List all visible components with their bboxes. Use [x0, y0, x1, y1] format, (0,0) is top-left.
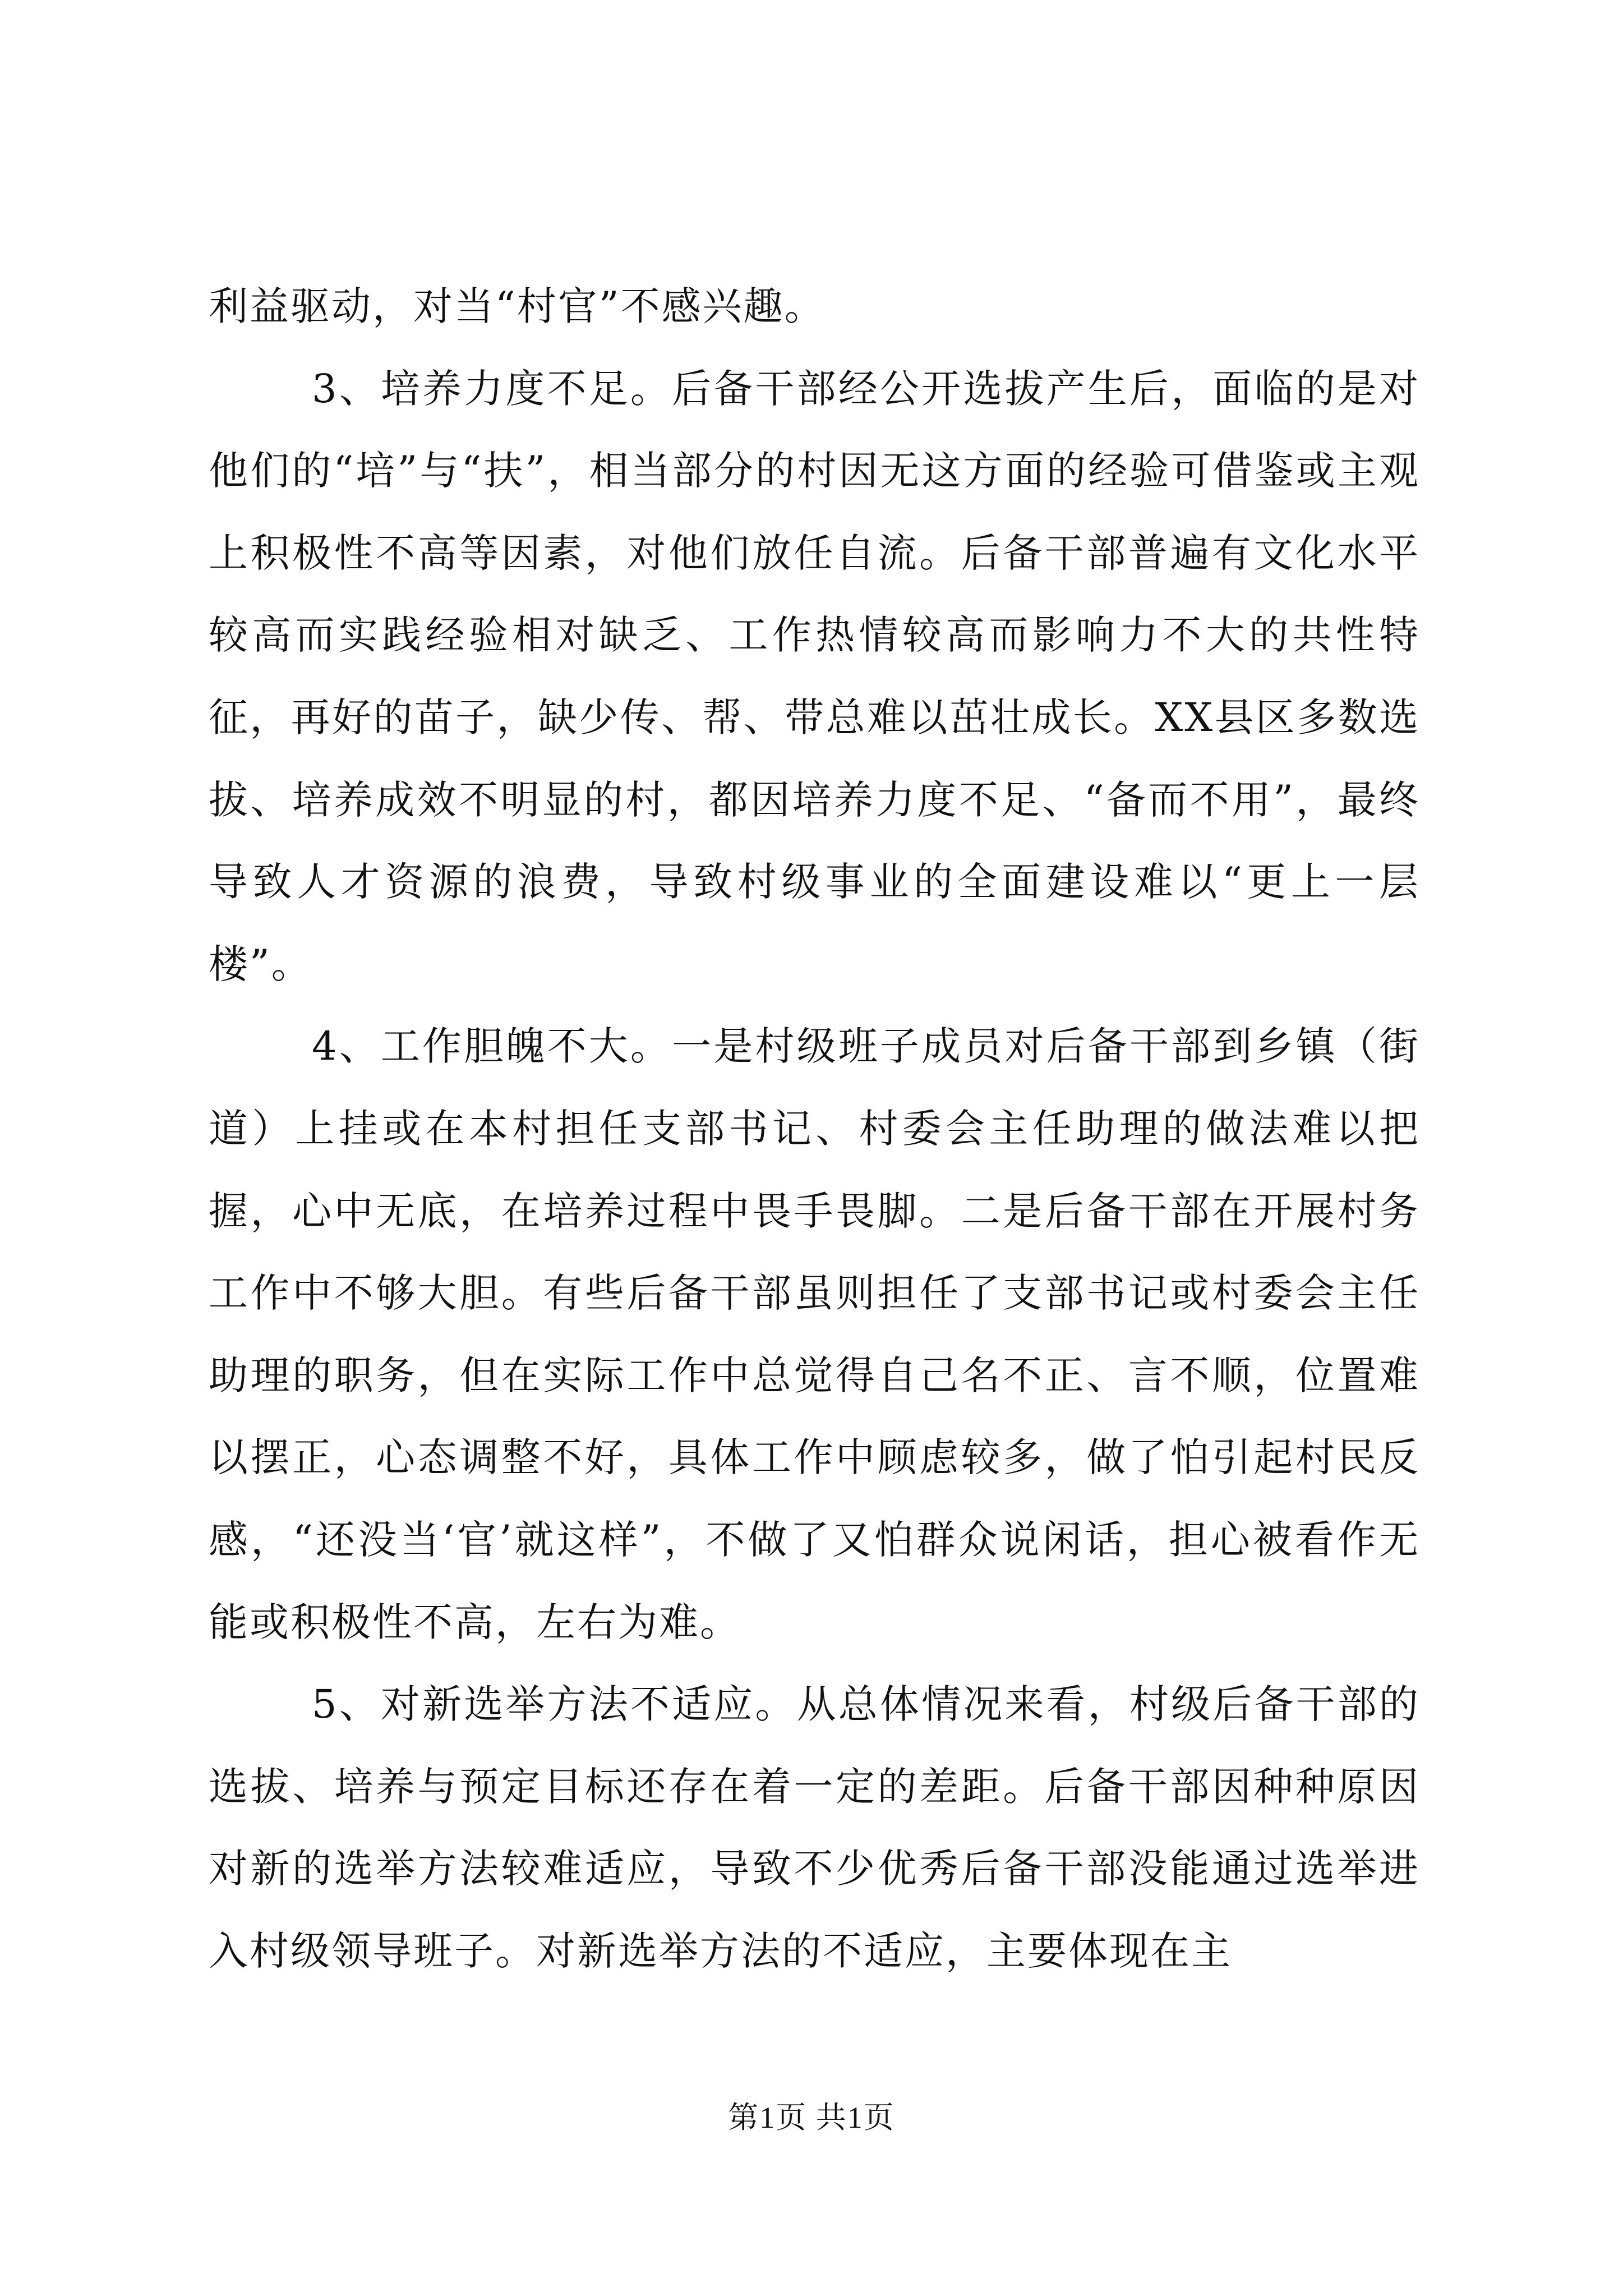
paragraph-item-5: 5、对新选举方法不适应。从总体情况来看，村级后备干部的选拔、培养与预定目标还存在着一定的差距。后备干部因种种原因对新的选举方法较难适应，导致不少优秀后备干部没能通过选举进入村级领导班子。对新选举方法的不适应，主要体现在主 — [209, 1681, 1420, 1974]
page-footer: 第1页 共1页 — [728, 2101, 895, 2134]
paragraph-item-4: 4、工作胆魄不大。一是村级班子成员对后备干部到乡镇（街道）上挂或在本村担任支部书记、村委会主任助理的做法难以把握，心中无底，在培养过程中畏手畏脚。二是后备干部在开展村务工作中不够大胆。有些后备干部虽则担任了支部书记或村委会主任助理的职务，但在实际工作中总觉得自己名不正、言不顺，位置难以摆正，心态调整不好，具体工作中顾虑较多，做了怕引起村民反感，“还没当‘官’就这样”，不做了又怕群众说闲话，担心被看作无能或积极性不高，左右为难。 — [209, 1023, 1420, 1645]
paragraph-continuation: 利益驱动，对当“村官”不感兴趣。 — [209, 283, 826, 329]
paragraph-item-3: 3、培养力度不足。后备干部经公开选拔产生后，面临的是对他们的“培”与“扶”，相当部分的村因无这方面的经验可借鉴或主观上积极性不高等因素，对他们放任自流。后备干部普遍有文化水平较高而实践经验相对缺乏、工作热情较高而影响力不大的共性特征，再好的苗子，缺少传、帮、带总难以茁壮成长。XX县区多数选拔、培养成效不明显的村，都因培养力度不足、“备而不用”，最终导致人才资源的浪费，导致村级事业的全面建设难以“更上一层楼”。 — [209, 365, 1420, 987]
document-body — [209, 265, 1420, 1992]
